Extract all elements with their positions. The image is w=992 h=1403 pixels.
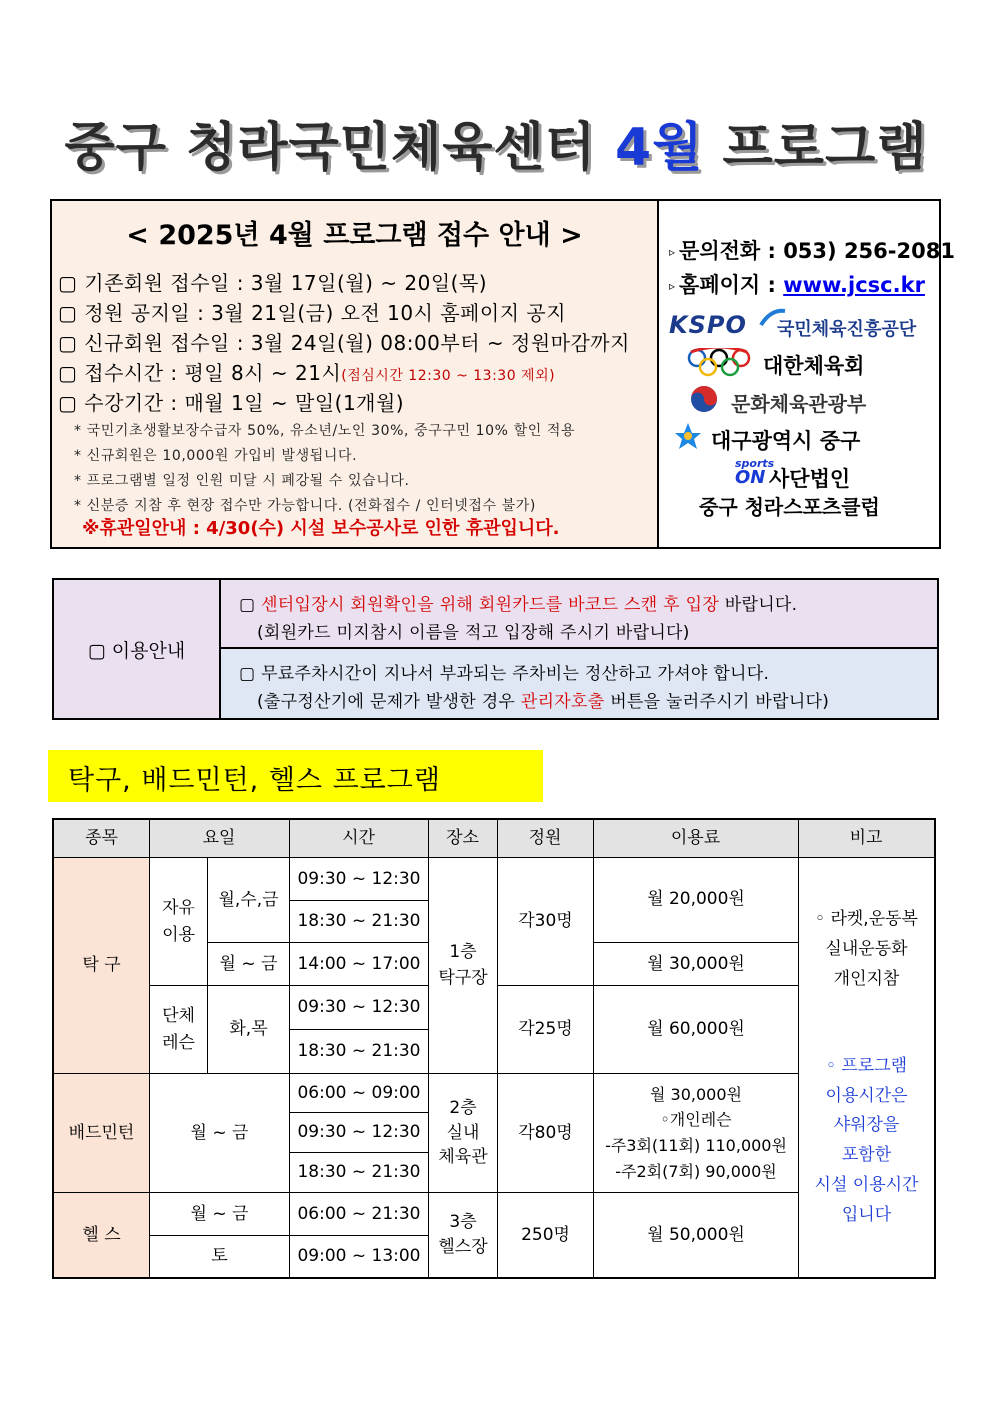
bm-days: 월 ~ 금 bbox=[190, 1122, 249, 1143]
grid-line bbox=[798, 820, 799, 1277]
title-month: 4월 bbox=[615, 118, 704, 178]
tt-group-lesson: 단체 레슨 bbox=[162, 1006, 195, 1053]
grid-line bbox=[290, 1152, 428, 1153]
grid-line bbox=[150, 985, 428, 986]
note-id-required: * 신분증 지참 후 현장 접수만 가능합니다. (전화접수 / 인터넷접수 불가) bbox=[74, 498, 536, 514]
tt-time-2: 18:30 ~ 21:30 bbox=[297, 911, 421, 932]
grid-line bbox=[289, 820, 290, 1277]
grid-line bbox=[150, 1235, 428, 1236]
header-days: 요일 bbox=[149, 820, 289, 857]
note-cancellation: * 프로그램별 일정 인원 미달 시 폐강될 수 있습니다. bbox=[74, 473, 410, 489]
program-table bbox=[52, 818, 936, 1279]
homepage-contact: ▹ 홈페이지 : www.jcsc.kr bbox=[669, 273, 925, 297]
usage-row-parking bbox=[221, 649, 937, 718]
info-line-existing: ▢ 기존회원 접수일 : 3월 17일(월) ~ 20일(목) bbox=[58, 271, 488, 295]
grid-line bbox=[54, 857, 934, 858]
triangle-bullet-icon: ▹ bbox=[669, 245, 676, 259]
olympic-rings-icon bbox=[687, 348, 751, 378]
remark-shower-time: ◦ 프로그램 이용시간은 샤워장을 포함한 시설 이용시간 입니다 bbox=[814, 1055, 919, 1225]
grid-line bbox=[593, 820, 594, 1277]
tt-time-3: 14:00 ~ 17:00 bbox=[297, 953, 421, 974]
parking-instruction-note: (출구정산기에 문제가 발생한 경우 관리자호출 버튼을 눌러주시기 바랍니다) bbox=[257, 692, 830, 712]
tt-fee-2: 월 30,000원 bbox=[647, 953, 745, 974]
page-title bbox=[0, 105, 992, 180]
sports-club-logo: sports ON 사단법인 중구 청라스포츠클럽 bbox=[699, 457, 880, 519]
gym-place: 3층 헬스장 bbox=[438, 1211, 488, 1257]
grid-line bbox=[290, 1112, 428, 1113]
grid-line bbox=[208, 942, 428, 943]
gym-capacity: 250명 bbox=[521, 1224, 570, 1245]
info-line-notice-date: ▢ 정원 공지일 : 3월 21일(금) 오전 10시 홈페이지 공지 bbox=[58, 301, 567, 325]
closure-notice: ※휴관일안내 : 4/30(수) 시설 보수공사로 인한 휴관입니다. bbox=[82, 518, 560, 539]
bm-time-2: 09:30 ~ 12:30 bbox=[297, 1122, 421, 1143]
header-sport: 종목 bbox=[54, 820, 149, 857]
gym-time-1: 06:00 ~ 21:30 bbox=[297, 1203, 421, 1224]
info-line-new-member: ▢ 신규회원 접수일 : 3월 24일(월) 08:00부터 ~ 정원마감까지 bbox=[58, 331, 630, 355]
usage-row-entry bbox=[221, 580, 937, 649]
taegeuk-icon bbox=[689, 384, 719, 414]
usage-guide-heading: ▢ 이용안내 bbox=[54, 580, 221, 718]
remark-equipment: ◦ 라켓,운동복 실내운동화 개인지참 bbox=[815, 909, 918, 989]
gym-fee: 월 50,000원 bbox=[647, 1224, 745, 1245]
contact-panel bbox=[659, 201, 955, 547]
registration-notice bbox=[52, 201, 659, 547]
title-main: 중구 청라국민체육센터 bbox=[64, 118, 616, 178]
korea-sport-council-logo: 대한체육회 bbox=[659, 344, 939, 380]
hours-text: ▢ 접수시간 : 평일 8시 ~ 21시 bbox=[58, 361, 342, 385]
tt-days-mwf: 월,수,금 bbox=[218, 889, 279, 910]
parking-instruction: ▢ 무료주차시간이 지나서 부과되는 주차비는 정산하고 가셔야 합니다. bbox=[239, 664, 770, 684]
tt-place: 1층 탁구장 bbox=[438, 942, 488, 988]
sport-table-tennis: 탁 구 bbox=[54, 858, 149, 1073]
header-capacity: 정원 bbox=[497, 820, 593, 857]
grid-line bbox=[498, 985, 798, 986]
registration-heading: < 2025년 4월 프로그램 접수 안내 > bbox=[126, 220, 583, 251]
grid-line bbox=[207, 858, 208, 1073]
note-join-fee: * 신규회원은 10,000원 가입비 발생됩니다. bbox=[74, 448, 358, 464]
title-end: 프로그램 bbox=[703, 118, 928, 178]
info-line-period: ▢ 수강기간 : 매월 1일 ~ 말일(1개월) bbox=[58, 391, 405, 415]
kspo-logo: KSPO 국민체육진흥공단 bbox=[659, 305, 939, 341]
tt-time-5: 18:30 ~ 21:30 bbox=[297, 1041, 421, 1062]
bm-fee: 월 30,000원 ◦개인레슨 -주3회(11회) 110,000원 -주2회(7회) 90,000원 bbox=[605, 1084, 787, 1181]
grid-line bbox=[290, 900, 428, 901]
header-fee: 이용료 bbox=[593, 820, 798, 857]
tt-capacity-1: 각30명 bbox=[518, 911, 573, 932]
phone-contact: ▹ 문의전화 : 053) 256-2081 bbox=[669, 239, 955, 263]
tt-days-tt: 화,목 bbox=[229, 1019, 268, 1040]
header-place: 장소 bbox=[428, 820, 497, 857]
section-banner-text: 탁구, 배드민턴, 헬스 프로그램 bbox=[68, 765, 441, 796]
note-discount: * 국민기초생활보장수급자 50%, 유소년/노인 30%, 중구구민 10% 할인 적용 bbox=[74, 423, 576, 439]
grid-line bbox=[428, 820, 429, 1277]
grid-line bbox=[54, 1192, 798, 1193]
gym-days-weekday: 월 ~ 금 bbox=[190, 1203, 249, 1224]
sport-badminton: 배드민턴 bbox=[54, 1074, 149, 1192]
grid-line bbox=[54, 1073, 798, 1074]
tt-free-use: 자유 이용 bbox=[162, 898, 195, 945]
bm-time-3: 18:30 ~ 21:30 bbox=[297, 1162, 421, 1183]
bm-capacity: 각80명 bbox=[518, 1122, 573, 1143]
gym-time-2: 09:00 ~ 13:00 bbox=[297, 1246, 421, 1267]
junggu-emblem-icon bbox=[673, 421, 703, 451]
tt-fee-1: 월 20,000원 bbox=[647, 889, 745, 909]
bm-place: 2층 실내 체육관 bbox=[438, 1098, 488, 1168]
entry-instruction: ▢ 센터입장시 회원확인을 위해 회원카드를 바코드 스캔 후 입장 바랍니다. bbox=[239, 595, 798, 615]
sport-gym: 헬 스 bbox=[54, 1193, 149, 1277]
section-banner bbox=[48, 750, 543, 802]
tt-capacity-2: 각25명 bbox=[518, 1019, 573, 1040]
lunch-note: (점심시간 12:30 ~ 13:30 제외) bbox=[341, 368, 556, 384]
tt-days-weekday: 월 ~ 금 bbox=[219, 953, 278, 974]
grid-line bbox=[497, 820, 498, 1277]
tt-time-4: 09:30 ~ 12:30 bbox=[297, 997, 421, 1018]
registration-info-box bbox=[50, 199, 955, 549]
grid-line bbox=[149, 820, 150, 1277]
tt-fee-3: 월 60,000원 bbox=[647, 1019, 745, 1040]
header-remarks: 비고 bbox=[798, 820, 934, 857]
info-line-hours bbox=[58, 357, 555, 386]
triangle-bullet-icon: ▹ bbox=[669, 279, 676, 293]
grid-line bbox=[594, 942, 798, 943]
culture-ministry-logo: 문화체육관광부 bbox=[659, 382, 939, 418]
tt-time-1: 09:30 ~ 12:30 bbox=[297, 868, 421, 889]
bm-time-1: 06:00 ~ 09:00 bbox=[297, 1082, 421, 1103]
homepage-link[interactable]: www.jcsc.kr bbox=[783, 273, 925, 297]
daegu-junggu-logo: 대구광역시 중구 bbox=[659, 419, 939, 455]
grid-line bbox=[290, 1029, 428, 1030]
gym-days-sat: 토 bbox=[211, 1246, 228, 1267]
header-time: 시간 bbox=[289, 820, 428, 857]
usage-guide-table bbox=[52, 578, 939, 720]
entry-instruction-note: (회원카드 미지참시 이름을 적고 입장해 주시기 바랍니다) bbox=[257, 623, 690, 643]
